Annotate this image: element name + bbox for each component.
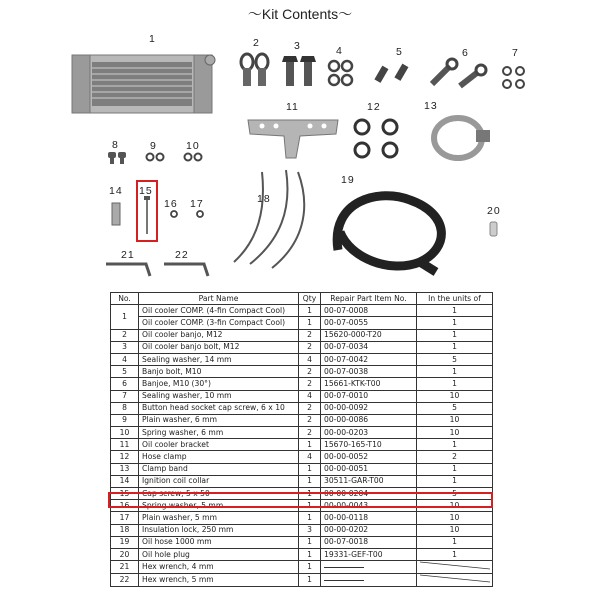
cell-item-no: 15661-KTK-T00 <box>321 378 417 390</box>
cell-no: 13 <box>111 463 139 475</box>
cell-part-name: Oil hose 1000 mm <box>139 536 299 548</box>
table-row <box>111 329 493 341</box>
cell-item-no: 00-00-0092 <box>321 402 417 414</box>
cell-item-no: 15670-165-T10 <box>321 439 417 451</box>
banjo-m10-image <box>432 59 486 86</box>
banjo-bolt-m10-image <box>374 64 408 83</box>
table-row <box>111 475 493 487</box>
table-row <box>111 524 493 536</box>
cell-part-name: Banjoe, M10 (30°) <box>139 378 299 390</box>
cell-units: 5 <box>417 488 493 500</box>
cell-no: 2 <box>111 329 139 341</box>
socket-cap-screw-image <box>108 152 126 164</box>
callout-4: 4 <box>336 45 343 57</box>
col-header-no: No. <box>111 293 139 305</box>
callout-17: 17 <box>190 198 204 210</box>
sealing-washer-14-image <box>329 61 352 85</box>
cell-units: 1 <box>417 366 493 378</box>
cell-units: 10 <box>417 524 493 536</box>
cell-item-no: 00-00-0118 <box>321 512 417 524</box>
table-row <box>111 390 493 402</box>
strike-line <box>420 561 490 570</box>
table-row <box>111 512 493 524</box>
cell-item-no: 00-07-0042 <box>321 353 417 365</box>
plain-washer-5-image <box>197 211 203 217</box>
cell-qty: 4 <box>299 390 321 402</box>
table-row <box>111 353 493 365</box>
cell-no: 6 <box>111 378 139 390</box>
cell-part-name: Oil cooler bracket <box>139 439 299 451</box>
cell-no: 18 <box>111 524 139 536</box>
cell-no: 4 <box>111 353 139 365</box>
cell-no: 15 <box>111 488 139 500</box>
table-row <box>111 317 493 329</box>
sealing-washer-10-image <box>503 67 524 88</box>
table-row <box>111 366 493 378</box>
cell-qty: 2 <box>299 329 321 341</box>
cell-units: 2 <box>417 451 493 463</box>
oil-hose-image <box>337 196 441 272</box>
cell-qty: 2 <box>299 414 321 426</box>
cell-units: 1 <box>417 317 493 329</box>
col-header-units: In the units of <box>417 293 493 305</box>
cell-units: 1 <box>417 378 493 390</box>
cell-units-blank <box>417 574 493 587</box>
hose-clamp-image <box>355 120 397 157</box>
strike-line <box>420 574 490 583</box>
cell-units: 1 <box>417 341 493 353</box>
cell-qty: 2 <box>299 366 321 378</box>
callout-11: 11 <box>286 101 299 113</box>
callout-1: 1 <box>149 33 156 45</box>
cell-item-no: 00-07-0034 <box>321 341 417 353</box>
cell-units: 10 <box>417 500 493 512</box>
callout-10: 10 <box>186 140 200 152</box>
spring-washer-5-image <box>171 211 177 217</box>
callout-15: 15 <box>139 185 153 197</box>
callout-9: 9 <box>150 140 157 152</box>
cell-no: 20 <box>111 548 139 560</box>
callout-7: 7 <box>512 47 519 59</box>
cell-units: 1 <box>417 305 493 317</box>
oil-cooler-bracket-image <box>248 120 338 158</box>
cell-no: 1 <box>111 305 139 329</box>
cell-qty: 1 <box>299 317 321 329</box>
hex-wrench-image <box>106 264 208 276</box>
callout-22: 22 <box>175 249 189 261</box>
cell-part-name: Cap screw, 5 x 50 <box>139 488 299 500</box>
cell-item-no: 00-07-0018 <box>321 536 417 548</box>
cell-part-name: Insulation lock, 250 mm <box>139 524 299 536</box>
cell-no: 22 <box>111 574 139 587</box>
col-header-item-no: Repair Part Item No. <box>321 293 417 305</box>
cell-units: 1 <box>417 439 493 451</box>
table-row <box>111 548 493 560</box>
cell-item-no: 00-07-0008 <box>321 305 417 317</box>
cell-units: 10 <box>417 390 493 402</box>
table-row <box>111 451 493 463</box>
cell-part-name: Spring washer, 5 mm <box>139 500 299 512</box>
table-row <box>111 305 493 317</box>
cell-part-name: Oil hole plug <box>139 548 299 560</box>
table-row <box>111 378 493 390</box>
cell-no: 11 <box>111 439 139 451</box>
cell-part-name: Oil cooler banjo, M12 <box>139 329 299 341</box>
cell-item-no: 00-00-0204 <box>321 488 417 500</box>
cell-qty: 1 <box>299 574 321 587</box>
cell-part-name: Clamp band <box>139 463 299 475</box>
ignition-coil-collar-image <box>112 203 120 225</box>
spring-washer-6-image <box>185 154 202 161</box>
table-row <box>111 427 493 439</box>
callout-2: 2 <box>253 37 260 49</box>
cell-no: 8 <box>111 402 139 414</box>
cell-qty: 2 <box>299 378 321 390</box>
cell-part-name: Banjo bolt, M10 <box>139 366 299 378</box>
cell-qty: 1 <box>299 463 321 475</box>
callout-21: 21 <box>121 249 135 261</box>
cell-part-name: Hex wrench, 4 mm <box>139 561 299 574</box>
cell-item-no-blank <box>321 561 417 574</box>
cell-qty: 1 <box>299 561 321 574</box>
table-row <box>111 341 493 353</box>
cell-no: 16 <box>111 500 139 512</box>
cell-qty: 2 <box>299 427 321 439</box>
cell-part-name: Hex wrench, 5 mm <box>139 574 299 587</box>
cell-units: 1 <box>417 536 493 548</box>
callout-16: 16 <box>164 198 178 210</box>
table-row <box>111 414 493 426</box>
cell-item-no: 00-07-0055 <box>321 317 417 329</box>
cell-qty: 1 <box>299 305 321 317</box>
callout-5: 5 <box>396 46 403 58</box>
oil-cooler-image <box>72 55 215 113</box>
col-header-part-name: Part Name <box>139 293 299 305</box>
cell-qty: 2 <box>299 341 321 353</box>
callout-14: 14 <box>109 185 123 197</box>
cell-qty: 2 <box>299 402 321 414</box>
cell-units: 1 <box>417 475 493 487</box>
cell-item-no: 00-00-0052 <box>321 451 417 463</box>
cell-qty: 3 <box>299 524 321 536</box>
cell-item-no-blank <box>321 574 417 587</box>
table-row <box>111 463 493 475</box>
cell-qty: 4 <box>299 353 321 365</box>
cell-units: 10 <box>417 414 493 426</box>
cell-no: 5 <box>111 366 139 378</box>
cell-no: 17 <box>111 512 139 524</box>
clamp-band-image <box>434 118 490 158</box>
cell-part-name: Button head socket cap screw, 6 x 10 <box>139 402 299 414</box>
cell-part-name: Ignition coil collar <box>139 475 299 487</box>
cell-qty: 1 <box>299 536 321 548</box>
cell-units: 1 <box>417 548 493 560</box>
oil-hole-plug-image <box>490 222 497 236</box>
cell-part-name: Oil cooler COMP. (4-fin Compact Cool) <box>139 305 299 317</box>
callout-8: 8 <box>112 139 119 151</box>
cell-units: 10 <box>417 427 493 439</box>
cell-part-name: Plain washer, 6 mm <box>139 414 299 426</box>
table-row <box>111 561 493 574</box>
cell-no: 21 <box>111 561 139 574</box>
table-header-row <box>111 293 493 305</box>
cell-units: 10 <box>417 512 493 524</box>
callout-3: 3 <box>294 40 301 52</box>
callout-20: 20 <box>487 205 501 217</box>
table-row <box>111 439 493 451</box>
parts-illustration <box>0 0 600 290</box>
cell-units: 1 <box>417 463 493 475</box>
cell-qty: 1 <box>299 488 321 500</box>
cell-item-no: 00-07-0010 <box>321 390 417 402</box>
cell-item-no: 19331-GEF-T00 <box>321 548 417 560</box>
table-row <box>111 402 493 414</box>
cell-part-name: Hose clamp <box>139 451 299 463</box>
callout-12: 12 <box>367 101 381 113</box>
cell-no: 3 <box>111 341 139 353</box>
cell-item-no: 00-07-0038 <box>321 366 417 378</box>
cell-no: 14 <box>111 475 139 487</box>
highlight-box-part-15 <box>136 180 158 242</box>
cell-no: 19 <box>111 536 139 548</box>
cell-units-blank <box>417 561 493 574</box>
callout-18: 18 <box>257 193 271 205</box>
banjo-m12-image <box>241 54 268 86</box>
plain-washer-6-image <box>147 154 164 161</box>
callout-6: 6 <box>462 47 469 59</box>
cell-qty: 1 <box>299 439 321 451</box>
insulation-lock-image <box>234 170 304 268</box>
cell-no: 7 <box>111 390 139 402</box>
parts-table <box>110 292 493 587</box>
cell-qty: 4 <box>299 451 321 463</box>
cell-item-no: 00-00-0086 <box>321 414 417 426</box>
cell-no: 10 <box>111 427 139 439</box>
cell-item-no: 00-00-0043 <box>321 500 417 512</box>
cell-qty: 1 <box>299 500 321 512</box>
cell-qty: 1 <box>299 475 321 487</box>
highlight-box-row-15 <box>108 492 493 508</box>
page-title: ～Kit Contents～ <box>247 6 353 22</box>
col-header-qty: Qty <box>299 293 321 305</box>
table-row <box>111 574 493 587</box>
cell-no: 12 <box>111 451 139 463</box>
cell-item-no: 00-00-0051 <box>321 463 417 475</box>
cell-units: 1 <box>417 329 493 341</box>
callout-19: 19 <box>341 174 355 186</box>
table-row <box>111 536 493 548</box>
cell-qty: 1 <box>299 548 321 560</box>
callout-13: 13 <box>424 100 438 112</box>
cell-item-no: 15620-000-T20 <box>321 329 417 341</box>
cell-part-name: Sealing washer, 10 mm <box>139 390 299 402</box>
cell-qty: 1 <box>299 512 321 524</box>
banjo-bolt-m12-image <box>282 56 316 86</box>
cell-no: 9 <box>111 414 139 426</box>
cell-item-no: 00-00-0203 <box>321 427 417 439</box>
cell-units: 5 <box>417 402 493 414</box>
cell-part-name: Plain washer, 5 mm <box>139 512 299 524</box>
cell-part-name: Oil cooler COMP. (3-fin Compact Cool) <box>139 317 299 329</box>
cell-part-name: Spring washer, 6 mm <box>139 427 299 439</box>
cell-item-no: 30511-GAR-T00 <box>321 475 417 487</box>
cell-item-no: 00-00-0202 <box>321 524 417 536</box>
cell-units: 5 <box>417 353 493 365</box>
cell-part-name: Oil cooler banjo bolt, M12 <box>139 341 299 353</box>
cell-part-name: Sealing washer, 14 mm <box>139 353 299 365</box>
